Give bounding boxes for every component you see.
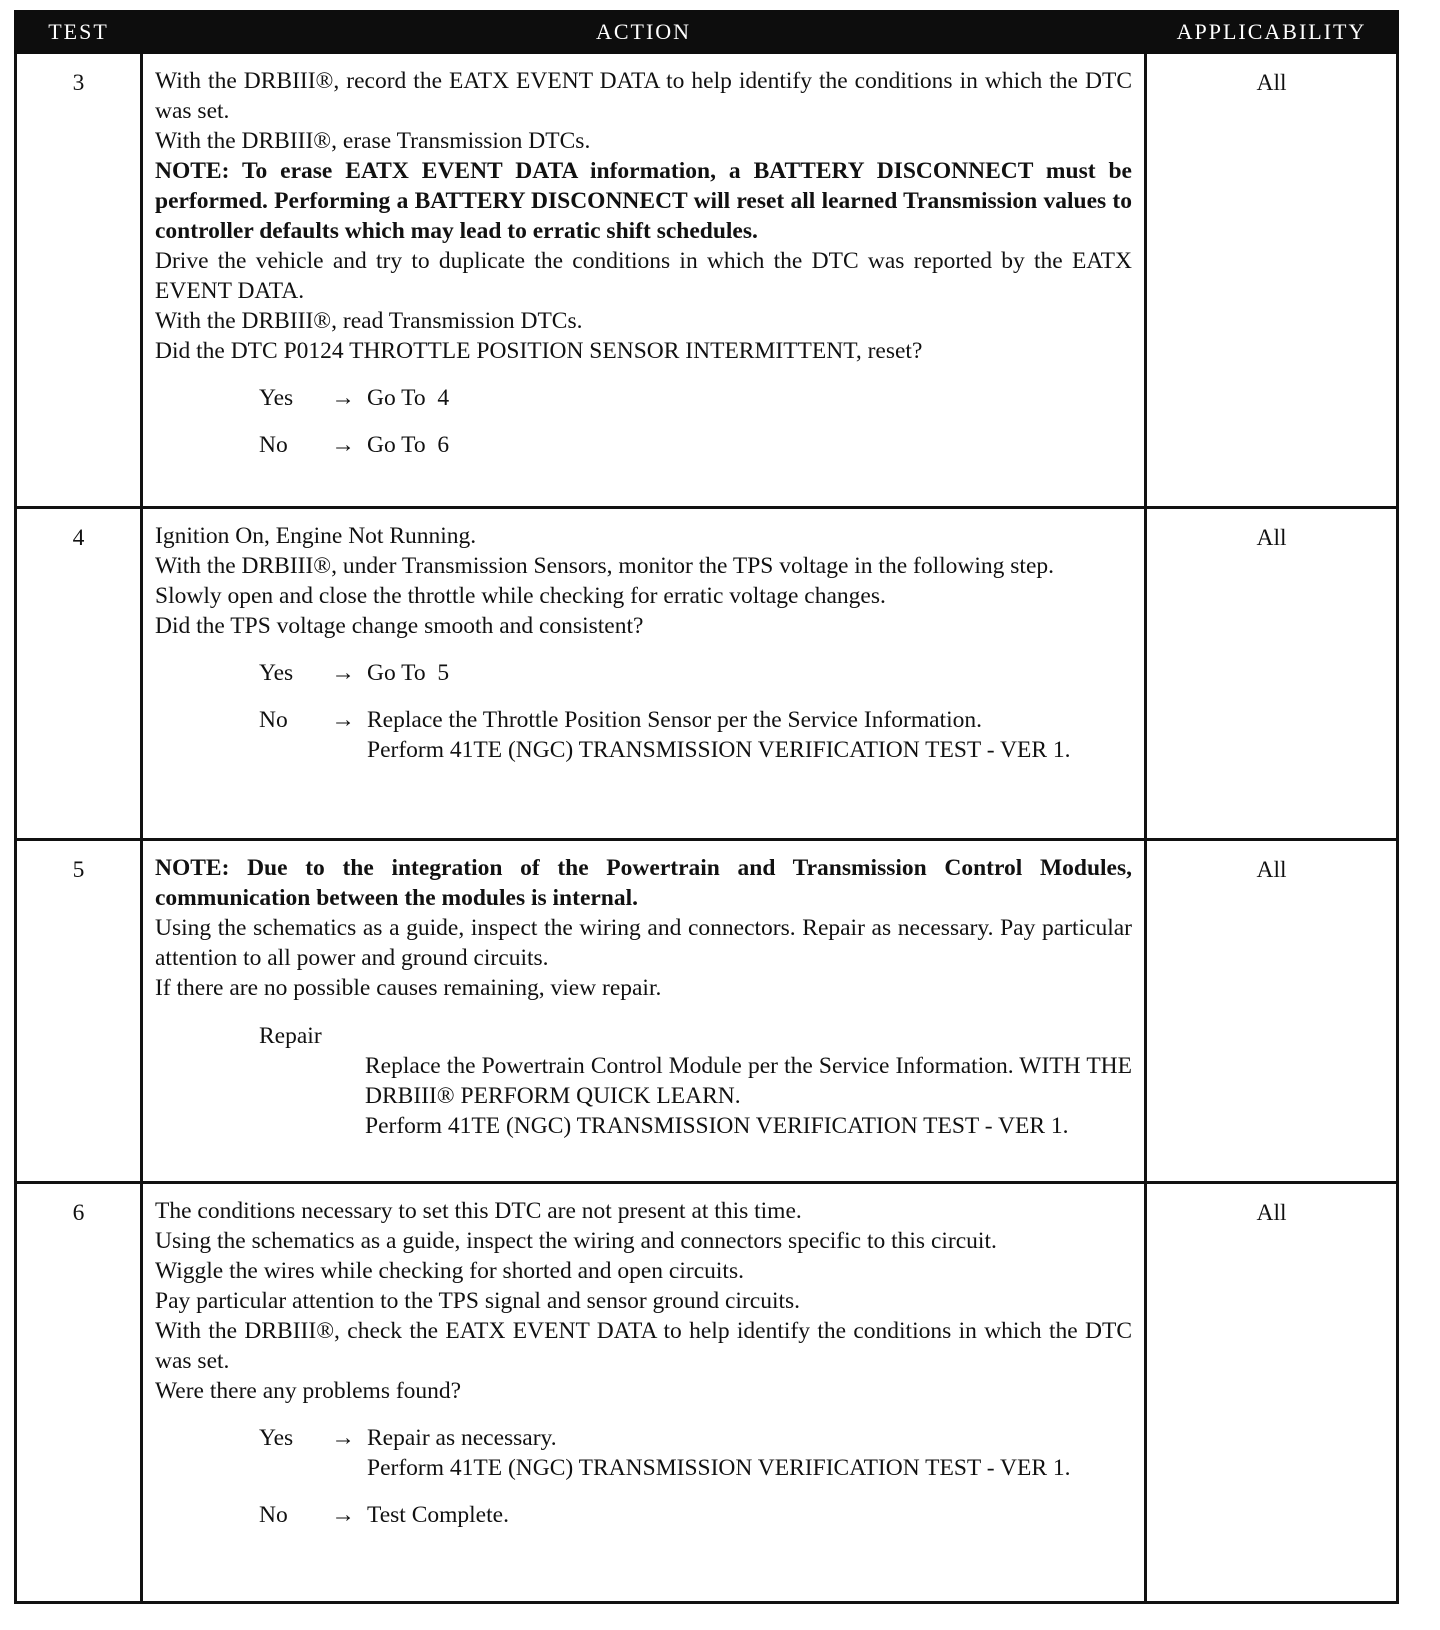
test-number: 6 bbox=[16, 1183, 142, 1603]
diagnostic-table-page bbox=[14, 10, 1396, 1604]
no-label: No bbox=[259, 432, 288, 458]
right-arrow-icon: → bbox=[331, 660, 355, 686]
yes-branch bbox=[155, 1423, 1132, 1483]
action-line: Slowly open and close the throttle while checking for erratic voltage changes. bbox=[155, 583, 886, 609]
yes-label: Yes bbox=[259, 385, 294, 411]
no-label: No bbox=[259, 1502, 288, 1528]
action-cell bbox=[142, 840, 1146, 1183]
action-line: With the DRBIII®, erase Transmission DTCs. bbox=[155, 128, 591, 154]
action-line: Did the TPS voltage change smooth and consistent? bbox=[155, 613, 644, 639]
no-result-line: Perform 41TE (NGC) TRANSMISSION VERIFICATION TEST - VER 1. bbox=[367, 737, 1071, 763]
repair-line: Replace the Powertrain Control Module per the Service Information. WITH THE DRBIII® PERFORM QUICK LEARN. bbox=[365, 1053, 1132, 1109]
right-arrow-icon: → bbox=[331, 385, 355, 411]
action-line: If there are no possible causes remaining, view repair. bbox=[155, 975, 662, 1001]
header-applicability: APPLICABILITY bbox=[1146, 12, 1398, 53]
no-result bbox=[367, 705, 1132, 765]
action-line: With the DRBIII®, check the EATX EVENT DATA to help identify the conditions in which the DTC was set. bbox=[155, 1318, 1132, 1374]
yes-result: Go To 5 bbox=[367, 660, 450, 686]
yes-label: Yes bbox=[259, 1425, 294, 1451]
note-text: NOTE: To erase EATX EVENT DATA information, a BATTERY DISCONNECT must be performed. Performing a BATTERY DISCONNECT will reset all learned Transmission values to controller defaults which may lead to erratic shift schedules. bbox=[155, 158, 1132, 244]
action-cell bbox=[142, 1183, 1146, 1603]
table-row-test-4 bbox=[16, 508, 1398, 840]
header-action: ACTION bbox=[142, 12, 1146, 53]
no-branch bbox=[155, 705, 1132, 765]
applicability-value: All bbox=[1146, 1183, 1398, 1603]
yes-result bbox=[367, 1423, 1132, 1483]
no-branch bbox=[155, 1500, 1132, 1530]
table-row-test-6 bbox=[16, 1183, 1398, 1603]
no-result-line: Replace the Throttle Position Sensor per the Service Information. bbox=[367, 707, 982, 733]
test-number: 5 bbox=[16, 840, 142, 1183]
action-line: Pay particular attention to the TPS signal and sensor ground circuits. bbox=[155, 1288, 801, 1314]
action-line: Ignition On, Engine Not Running. bbox=[155, 523, 477, 549]
right-arrow-icon: → bbox=[331, 432, 355, 458]
test-number: 4 bbox=[16, 508, 142, 840]
table-row-test-3 bbox=[16, 53, 1398, 508]
applicability-value: All bbox=[1146, 508, 1398, 840]
no-result: Test Complete. bbox=[367, 1502, 509, 1528]
repair-label: Repair bbox=[259, 1023, 322, 1049]
action-line: Did the DTC P0124 THROTTLE POSITION SENSOR INTERMITTENT, reset? bbox=[155, 338, 923, 364]
action-line: The conditions necessary to set this DTC are not present at this time. bbox=[155, 1198, 802, 1224]
yes-result: Go To 4 bbox=[367, 385, 450, 411]
repair-instructions bbox=[365, 1051, 1132, 1141]
action-line: Drive the vehicle and try to duplicate the conditions in which the DTC was reported by the EATX EVENT DATA. bbox=[155, 248, 1132, 304]
yes-branch bbox=[155, 383, 1132, 413]
applicability-value: All bbox=[1146, 840, 1398, 1183]
table-row-test-5 bbox=[16, 840, 1398, 1183]
action-line: Using the schematics as a guide, inspect the wiring and connectors. Repair as necessary. Pay particular attention to all power and ground circuits. bbox=[155, 915, 1132, 971]
yes-label: Yes bbox=[259, 660, 294, 686]
yes-result-line: Perform 41TE (NGC) TRANSMISSION VERIFICATION TEST - VER 1. bbox=[367, 1455, 1071, 1481]
action-cell bbox=[142, 53, 1146, 508]
yes-result-line: Repair as necessary. bbox=[367, 1425, 557, 1451]
action-line: Using the schematics as a guide, inspect the wiring and connectors specific to this circuit. bbox=[155, 1228, 997, 1254]
no-result: Go To 6 bbox=[367, 432, 450, 458]
repair-line: Perform 41TE (NGC) TRANSMISSION VERIFICATION TEST - VER 1. bbox=[365, 1113, 1069, 1139]
yes-branch bbox=[155, 658, 1132, 688]
no-branch bbox=[155, 430, 1132, 460]
right-arrow-icon: → bbox=[331, 707, 355, 733]
right-arrow-icon: → bbox=[331, 1425, 355, 1451]
action-line: Wiggle the wires while checking for shorted and open circuits. bbox=[155, 1258, 744, 1284]
applicability-value: All bbox=[1146, 53, 1398, 508]
note-text: NOTE: Due to the integration of the Powertrain and Transmission Control Modules, communication between the modules is internal. bbox=[155, 855, 1132, 911]
header-test: TEST bbox=[16, 12, 142, 53]
test-number: 3 bbox=[16, 53, 142, 508]
action-line: With the DRBIII®, under Transmission Sensors, monitor the TPS voltage in the following step. bbox=[155, 553, 1055, 579]
no-label: No bbox=[259, 707, 288, 733]
right-arrow-icon: → bbox=[331, 1502, 355, 1528]
action-line: With the DRBIII®, record the EATX EVENT DATA to help identify the conditions in which the DTC was set. bbox=[155, 68, 1132, 124]
diagnostic-test-table bbox=[14, 10, 1399, 1604]
action-cell bbox=[142, 508, 1146, 840]
action-line: Were there any problems found? bbox=[155, 1378, 462, 1404]
action-line: With the DRBIII®, read Transmission DTCs. bbox=[155, 308, 583, 334]
table-header-row bbox=[16, 12, 1398, 53]
